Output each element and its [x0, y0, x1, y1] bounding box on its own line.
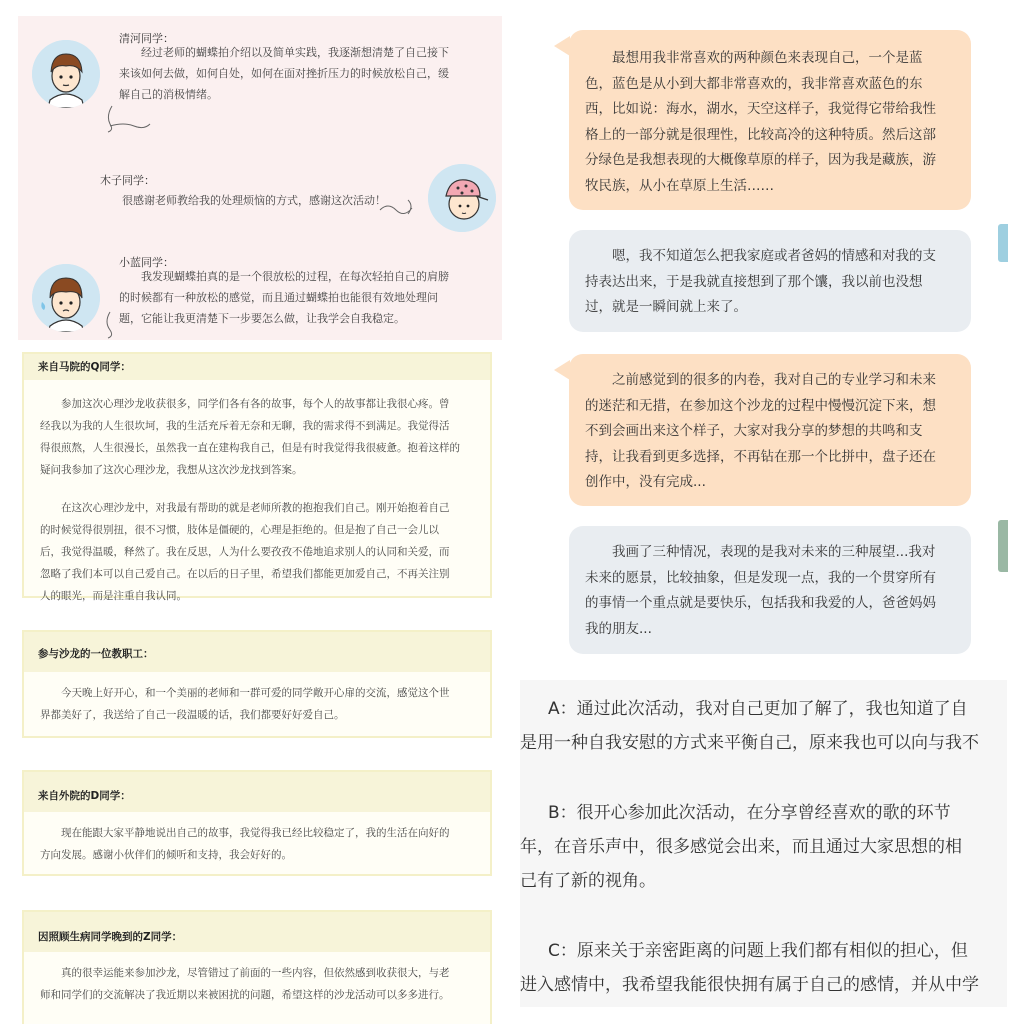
feedback-card	[22, 910, 492, 1024]
quote-line: 来该如何去做，如何自处，如何在面对挫折压力的时候放松自己，缓	[119, 67, 449, 80]
feedback-card-title: 因照顾生病同学晚到的Z同学：	[24, 912, 490, 952]
feedback-card	[22, 352, 492, 602]
feedback-card-title: 参与沙龙的一位教职工：	[24, 632, 490, 672]
summary-line: B：很开心参加此次活动，在分享曾经喜欢的歌的环节	[548, 803, 951, 823]
sweating-boy-avatar-icon	[32, 264, 100, 332]
squiggle-line-icon	[378, 196, 418, 218]
side-decoration-icon	[998, 224, 1008, 262]
student-name: 清河同学：	[119, 32, 174, 45]
student-name: 小蓝同学：	[119, 256, 174, 269]
feedback-card	[22, 770, 492, 876]
student-quote	[119, 42, 491, 105]
feedback-card-body	[24, 672, 490, 726]
quote-line: 很感谢老师教给我的处理烦恼的方式，感谢这次活动！	[122, 194, 386, 207]
student-quote	[119, 266, 491, 329]
bubble-tail	[554, 36, 570, 56]
chat-bubble: 我画了三种情况，表现的是我对未来的三种展望...我对 未来的愿景，比较抽象，但是发现一点，我的一个贯穿所有 的事情一个重点就是要快乐，包括我和我爱的人，爸爸妈妈 我的朋友...	[569, 526, 971, 654]
quote-line: 经过老师的蝴蝶拍介绍以及简单实践，我逐渐想清楚了自己接下	[141, 46, 449, 59]
summary-line: 己有了新的视角。	[520, 871, 656, 891]
feedback-paragraph: 真的很幸运能来参加沙龙，尽管错过了前面的一些内容，但依然感到收获很大，与老 师和同学们的交流解决了我近期以来被困扰的问题，希望这样的沙龙活动可以多多进行。	[40, 967, 450, 1001]
feedback-paragraph: 参加这次心理沙龙收获很多，同学们各有各的故事，每个人的故事都让我很心疼。曾 经我以为我的人生很坎坷，我的生活充斥着无奈和无聊，我的需求得不到满足。我觉得活 得很煎熬，人生很漫长，虽然我一直在建构我自己，但是有时我觉得我很疲惫。抱着这样的 疑问我参加了这次心理沙龙，我想从这次沙龙找到答案。	[40, 398, 460, 476]
chat-bubble: 嗯，我不知道怎么把我家庭或者爸妈的情感和对我的支 持表达出来，于是我就直接想到了那个馕，我以前也没想 过，就是一瞬间就上来了。	[569, 230, 971, 332]
feedback-paragraph: 今天晚上好开心，和一个美丽的老师和一群可爱的同学敞开心扉的交流，感觉这个世 界都美好了，我送给了自己一段温暖的话，我们都要好好爱自己。	[40, 687, 450, 721]
summary-line: 是用一种自我安慰的方式来平衡自己，原来我也可以向与我不	[520, 733, 979, 753]
summary-line: C：原来关于亲密距离的问题上我们都有相似的担心，但	[548, 941, 968, 961]
quote-line: 我发现蝴蝶拍真的是一个很放松的过程，在每次轻拍自己的肩膀	[141, 270, 449, 283]
quote-line: 题，它能让我更清楚下一步要怎么做，让我学会自我稳定。	[119, 312, 405, 325]
summary-line: 进入感情中，我希望我能很快拥有属于自己的感情，并从中学	[520, 975, 979, 995]
student-name: 木子同学：	[100, 174, 155, 187]
squiggle-line-icon	[102, 310, 132, 340]
squiggle-line-icon	[104, 104, 154, 134]
feedback-card-body	[24, 380, 490, 607]
feedback-card-body	[24, 952, 490, 1006]
feedback-card	[22, 630, 492, 738]
chat-bubble: 之前感觉到的很多的内卷，我对自己的专业学习和未来 的迷茫和无措，在参加这个沙龙的过程中慢慢沉淀下来，想 不到会画出来这个样子，大家对我分享的梦想的共鸣和支 持，让我看到更多选择，不再钻在那一个比拼中，盘子还在 创作中，没有完成...	[569, 354, 971, 506]
summary-line: 年，在音乐声中，很多感觉会出来，而且通过大家思想的相	[520, 837, 962, 857]
feedback-card-title: 来自外院的D同学：	[24, 772, 490, 812]
feedback-paragraph: 现在能跟大家平静地说出自己的故事，我觉得我已经比较稳定了，我的生活在向好的 方向发展。感谢小伙伴们的倾听和支持，我会好好的。	[40, 827, 450, 861]
bubble-tail	[554, 360, 570, 380]
boy-avatar-icon	[32, 40, 100, 108]
quote-line: 解自己的消极情绪。	[119, 88, 218, 101]
summary-line: A：通过此次活动，我对自己更加了解了，我也知道了自	[548, 699, 968, 719]
cap-boy-avatar-icon	[428, 164, 496, 232]
quote-line: 的时候都有一种放松的感觉，而且通过蝴蝶拍也能很有效地处理问	[119, 291, 438, 304]
feedback-card-body	[24, 812, 490, 866]
feedback-card-title: 来自马院的Q同学：	[24, 354, 490, 380]
student-quotes-panel	[18, 16, 502, 340]
chat-bubble: 最想用我非常喜欢的两种颜色来表现自己，一个是蓝 色，蓝色是从小到大都非常喜欢的，我非常喜欢蓝色的东 西，比如说：海水，湖水，天空这样子，我觉得它带给我性 格上的一部分就是很理性，比较高冷的这种特质。然后这部 分绿色是我想表现的大概像草原的样子，因为我是藏族，游 牧民族，从小在草原上生活……	[569, 30, 971, 210]
feedback-paragraph: 在这次心理沙龙中，对我最有帮助的就是老师所教的抱抱我们自己。刚开始抱着自己 的时候觉得很别扭，很不习惯，肢体是僵硬的，心理是拒绝的。但是抱了自己一会儿以 后，我觉得温暖，释然了。我在反思，人为什么要孜孜不倦地追求别人的认同和关爱，而 忽略了我们本可以自己爱自己。在以后的日子里，希望我们都能更加爱自己，不再关注别 人的眼光，而是注重自我认同。	[40, 502, 450, 602]
summary-panel	[520, 680, 1007, 1007]
side-decoration-icon	[998, 520, 1008, 572]
